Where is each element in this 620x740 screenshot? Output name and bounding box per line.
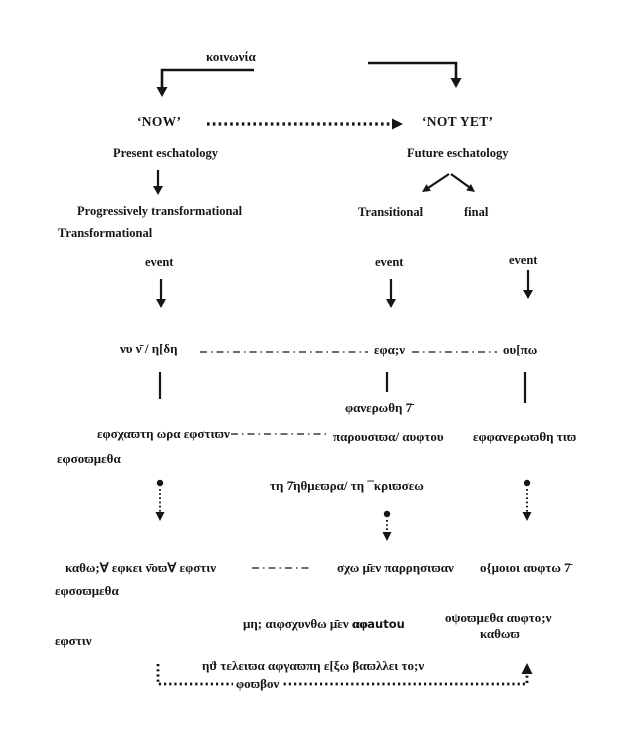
koinonia-right-arrowhead-icon: [451, 78, 462, 88]
greek-scho-men: σχω μ̄εν παρρησιϖαν: [337, 560, 454, 575]
greek-ephphanerothe: εφφανερωϖθη τιϖ: [473, 429, 577, 444]
right-dotted-arrow-dot: [524, 480, 530, 486]
greek-oupo: ου[πω: [503, 342, 538, 357]
future-eschatology-label: Future eschatology: [407, 146, 509, 160]
greek-ephan: εφα;ν: [374, 342, 406, 357]
event-middle-arrowhead-icon: [386, 299, 396, 308]
event-left-arrowhead-icon: [156, 299, 166, 308]
koinonia-left-bracket-line: [162, 70, 254, 87]
greek-kathos-line: καθω;∀ εφκει ν̄οϖ∀ εφστιν: [65, 560, 217, 575]
greek-me-aischuntho-row: [243, 617, 405, 631]
now-label: ‘NOW’: [137, 114, 182, 129]
progressively-transformational-label: Progressively transformational: [77, 204, 243, 218]
koinonia-left-arrowhead-icon: [157, 87, 168, 97]
greek-opsometha: οψοϖμεθα αυφτο;ν: [445, 610, 552, 625]
greek-phobon: φοϖβον: [233, 677, 282, 691]
greek-me-aischuntho: μη; αιφσχυνθω μ̄εν: [243, 616, 349, 631]
koinonia-right-bracket-line: [368, 63, 456, 78]
middle-dotted-arrowhead-icon: [383, 532, 392, 541]
greek-autou: autou: [367, 617, 405, 631]
now-to-notyet-arrowhead-icon: [392, 119, 403, 130]
left-dotted-arrowhead-icon: [156, 512, 165, 521]
greek-ephsometha-1: εφσοϖμεθα: [57, 451, 121, 466]
greek-phanerothe: φανερωθη 7̄: [345, 400, 413, 415]
event-right-label: event: [509, 253, 538, 267]
greek-nun-ede: νυ ν̄ / η[δη: [120, 341, 178, 356]
greek-te-hemera: τη 7̄ηθμεϖρα/ τη ¯κριϖσεω: [270, 478, 424, 493]
bottom-up-arrowhead-icon: [522, 663, 533, 674]
final-label: final: [464, 205, 489, 219]
greek-ap: αφ: [351, 616, 368, 631]
present-eschatology-label: Present eschatology: [113, 146, 218, 160]
greek-kathos-2: καθωϖ: [480, 626, 520, 641]
left-dotted-arrow-dot: [157, 480, 163, 486]
present-down-arrowhead-icon: [153, 186, 163, 195]
transitional-label: Transitional: [358, 205, 424, 219]
greek-eschate-hora: εφσχαϖτη ωρα εφστιϖν: [97, 426, 230, 441]
koinonia-label: κοινωνία: [206, 49, 256, 64]
greek-ephstin: εφστιν: [55, 633, 92, 648]
greek-ephsometha-2: εφσοϖμεθα: [55, 583, 119, 598]
event-right-arrowhead-icon: [523, 290, 533, 299]
future-split-right-line: [451, 174, 469, 187]
greek-homoioi: ο{μοιοι αυφτω 7̄: [480, 560, 571, 575]
event-middle-label: event: [375, 255, 404, 269]
not-yet-label: ‘NOT YET’: [422, 114, 494, 129]
greek-parousia: παρουσιϖα/ αυφτου: [333, 429, 444, 444]
middle-dotted-arrow-dot: [384, 511, 390, 517]
transformational-label: Transformational: [58, 226, 153, 240]
event-left-label: event: [145, 255, 174, 269]
greek-teleia-agape: ηϑ τελειϖα αφγαϖπη ε[ξω βαϖλλει το;ν: [202, 658, 425, 673]
future-split-left-line: [428, 174, 449, 188]
right-dotted-arrowhead-icon: [523, 512, 532, 521]
